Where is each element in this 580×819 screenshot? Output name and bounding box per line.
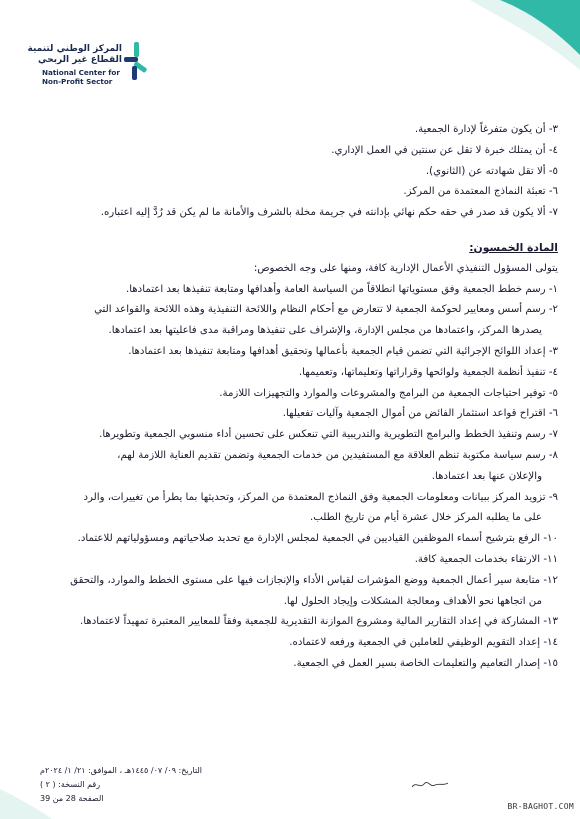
logo-mark-icon	[124, 42, 152, 82]
duty-item: ٤- تنفيذ أنظمة الجمعية ولوائحها وقراراتها وتعليماتها، وتعميمها.	[298, 366, 558, 378]
duty-item: ١٢- متابعة سير أعمال الجمعية ووضع المؤشرات لقياس الأداء والإنجازات فيها على مستوى الخطط والموارد، والتحقق	[70, 574, 558, 586]
duty-item-continuation: على ما يطلبه المركز خلال عشرة أيام من تاريخ الطلب.	[309, 512, 542, 524]
signature-mark	[410, 777, 450, 791]
logo-arabic-line1: المركز الوطني لتنمية	[27, 44, 122, 54]
logo-english-line1: National Center for	[42, 68, 120, 77]
condition-item: ٧- ألا يكون قد صدر في حقه حكم نهائي بإدانته في جريمة مخلة بالشرف والأمانة ما لم يكن قد رُدَّ إليه اعتباره.	[100, 207, 558, 219]
duty-item: ٩- تزويد المركز ببيانات ومعلومات الجمعية وفق النماذج المعتمدة من المركز، وتحديثها بما يطرأ من تغييرات، والرد	[83, 491, 558, 503]
duty-item: ١٠- الرفع بترشيح أسماء الموظفين القياديين في الجمعية لمجلس الإدارة مع تحديد صلاحياتهم ومسؤولياتهم للاعتماد.	[77, 533, 558, 545]
duty-item: ٨- رسم سياسة مكتوبة تنظم العلاقة مع المستفيدين من خدمات الجمعية وتضمن تقديم العناية اللازمة لهم،	[117, 449, 558, 461]
duty-item-continuation: يصدرها المركز، واعتمادها من مجلس الإدارة، والإشراف على تنفيذها ومراقبة مدى فاعليتها بعد اعتمادها.	[108, 325, 542, 337]
duties-list	[26, 280, 558, 675]
duty-item-continuation: من اتجاهها نحو الأهداف ومعالجة المشكلات وإيجاد الحلول لها.	[283, 595, 542, 607]
duty-item-continuation: والإعلان عنها بعد اعتمادها.	[431, 470, 542, 482]
footer-date: التاريخ: ٠٩/ ٠٧/ ١٤٤٥هـ ، الموافق: ٢١/ ١/ ٢٠٢٤م	[40, 766, 203, 775]
watermark: BR-BAGHOT.COM	[507, 802, 574, 811]
duty-item: ٦- اقتراح قواعد استثمار الفائض من أموال الجمعية وآليات تفعيلها.	[282, 408, 558, 420]
page-footer	[40, 764, 202, 806]
document-body	[26, 120, 558, 675]
condition-item: ٥- ألا تقل شهادته عن (الثانوي).	[425, 165, 558, 177]
condition-item: ٣- أن يكون متفرغاً لإدارة الجمعية.	[414, 124, 558, 135]
footer-page-number: الصفحة 28 من 39	[40, 794, 104, 803]
corner-decoration	[380, 0, 580, 80]
duty-item: ٥- توفير احتياجات الجمعية من البرامج والمشروعات والموارد والتجهيزات اللازمة.	[219, 387, 558, 399]
condition-item: ٤- أن يمتلك خبرة لا تقل عن سنتين في العمل الإداري.	[331, 144, 558, 156]
duty-item: ٢- رسم أسس ومعايير لحوكمة الجمعية لا تتعارض مع أحكام النظام واللائحة التنفيذية وهذه اللائحة والقواعد التي	[94, 304, 558, 316]
duty-item: ١٥- إصدار التعاميم والتعليمات الخاصة بسير العمل في الجمعية.	[293, 657, 558, 669]
duty-item: ١٤- إعداد التقويم الوظيفي للعاملين في الجمعية ورفعه لاعتماده.	[289, 637, 558, 649]
organization-logo	[27, 42, 152, 92]
footer-version: رقم النسخة: ( ٢ )	[40, 780, 101, 789]
duty-item: ٣- إعداد اللوائح الإجرائية التي تضمن قيام الجمعية بأعمالها وتحقيق أهدافها ومتابعة تنفيذها بعد اعتمادها.	[128, 345, 558, 357]
duty-item: ٧- رسم وتنفيذ الخطط والبرامج التطويرية والتدريبية التي تنعكس على تحسين أداء منسوبي الجمعية وتطويرها.	[99, 429, 558, 441]
article-intro: يتولى المسؤول التنفيذي الأعمال الإدارية كافة، ومنها على وجه الخصوص:	[253, 262, 558, 274]
duty-item: ١١- الارتقاء بخدمات الجمعية كافة.	[414, 553, 558, 565]
article-title: المادة الخمسون:	[469, 240, 558, 254]
duty-item: ١- رسم خطط الجمعية وفق مستوياتها انطلاقاً من السياسة العامة وأهدافها ومتابعة تنفيذها بعد اعتمادها.	[125, 283, 558, 295]
duty-item: ١٣- المشاركة في إعداد التقارير المالية ومشروع الموازنة التقديرية للجمعية وفقاً للمعايير المعتبرة تمهيداً لاعتمادها.	[80, 616, 558, 628]
logo-arabic-line2: القطاع غير الربحي	[38, 55, 122, 65]
logo-english-line2: Non-Profit Sector	[42, 77, 113, 86]
condition-item: ٦- تعبئة النماذج المعتمدة من المركز.	[403, 186, 558, 198]
conditions-list	[26, 120, 558, 224]
